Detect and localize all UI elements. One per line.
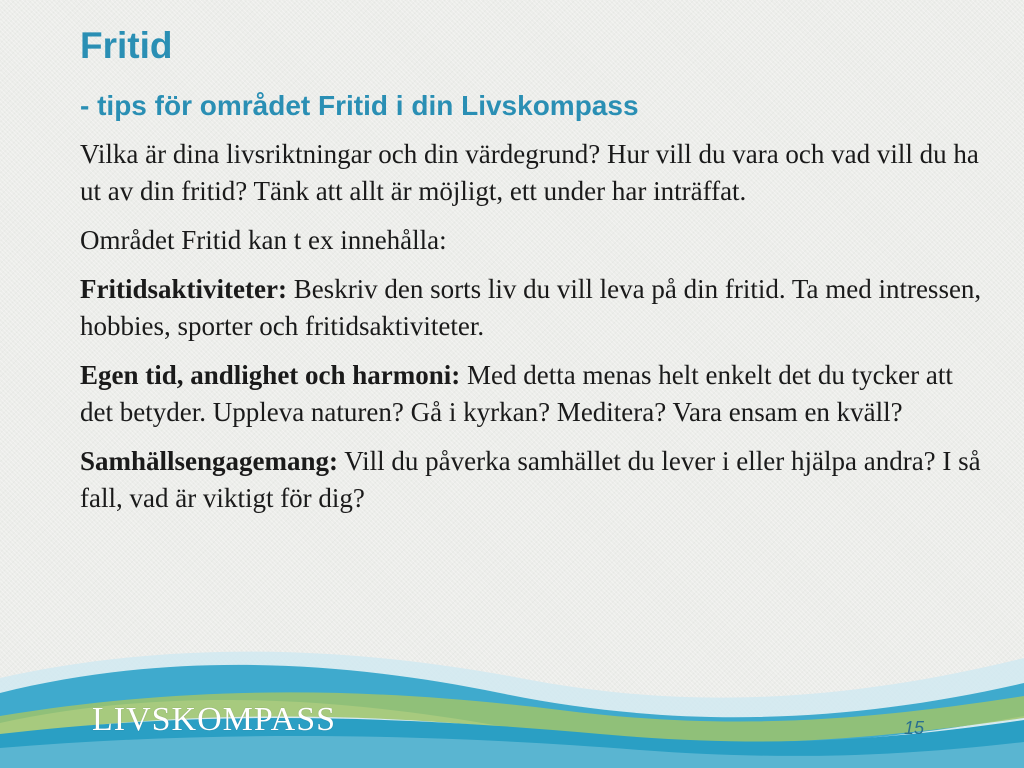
- item-term: Fritidsaktiviteter:: [80, 274, 287, 304]
- item-egen-tid: [80, 357, 990, 431]
- item-text: Vill du påverka samhället du lever i eller hjälpa andra? I så fall, vad är viktigt för dig?: [80, 446, 981, 513]
- lead-paragraph: Området Fritid kan t ex innehålla:: [80, 225, 447, 255]
- item-samhallsengagemang: [80, 443, 990, 517]
- slide-title: Fritid: [80, 25, 173, 66]
- item-text: Med detta menas helt enkelt det du tycker att det betyder. Uppleva naturen? Gå i kyrkan? Meditera? Vara ensam en kväll?: [80, 360, 953, 427]
- slide-body: [80, 136, 990, 529]
- intro-paragraph: Vilka är dina livsriktningar och din värdegrund? Hur vill du vara och vad vill du ha ut av din fritid? Tänk att allt är möjligt, ett under har inträffat.: [80, 139, 979, 206]
- slide-subtitle: - tips för området Fritid i din Livskompass: [80, 90, 639, 121]
- item-fritidsaktiviteter: [80, 271, 990, 345]
- livskompass-logo: LIVSKOMPASS: [92, 701, 337, 738]
- item-term: Egen tid, andlighet och harmoni:: [80, 360, 461, 390]
- item-text: Beskriv den sorts liv du vill leva på din fritid. Ta med intressen, hobbies, sporter och fritidsaktiviteter.: [80, 274, 982, 341]
- item-term: Samhällsengagemang:: [80, 446, 339, 476]
- page-number: 15: [904, 718, 925, 738]
